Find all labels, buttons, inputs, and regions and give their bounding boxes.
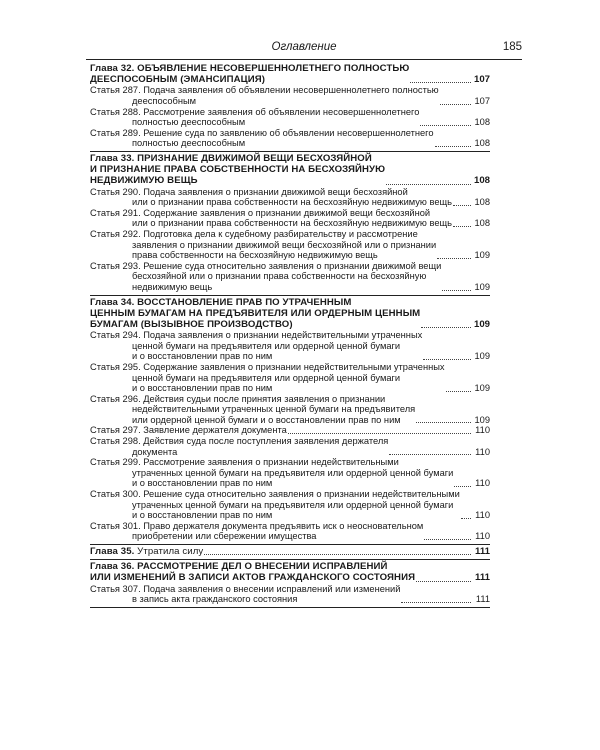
article-entry <box>90 457 490 489</box>
article-entry <box>90 362 490 394</box>
chapter-heading-text <box>90 546 203 557</box>
chapter-heading-page: 109 <box>473 318 490 330</box>
article-entry-page: 110 <box>475 478 490 489</box>
article-entry-line: и о восстановлении прав по ним <box>132 478 273 489</box>
article-entry-line: Статья 296. Действия судьи после принятия заявления о признании <box>90 393 386 404</box>
article-entry <box>90 128 490 149</box>
dot-leader <box>453 226 471 227</box>
dot-leader <box>446 391 471 392</box>
running-header <box>86 41 522 59</box>
article-entry-line: Статья 290. Подача заявления о признании движимой вещи бесхозяйной <box>90 186 408 197</box>
article-entry-page: 108 <box>474 138 490 149</box>
article-entry-text <box>90 436 388 457</box>
chapter-heading-line: БУМАГАМ (ВЫЗЫВНОЕ ПРОИЗВОДСТВО) <box>90 318 293 330</box>
article-entry-line: утраченных ценной бумаги на предъявителя или ордерной ценной бумаги <box>132 467 454 478</box>
chapter-heading-line: Глава 36. РАССМОТРЕНИЕ ДЕЛ О ВНЕСЕНИИ ИСПРАВЛЕНИЙ <box>90 561 388 573</box>
dot-leader <box>461 518 471 519</box>
article-entry-text <box>90 584 400 605</box>
dot-leader <box>420 125 471 126</box>
dot-leader <box>440 104 471 105</box>
chapter-block <box>90 560 490 608</box>
chapter-heading-line: Глава 34. ВОССТАНОВЛЕНИЕ ПРАВ ПО УТРАЧЕННЫМ <box>90 296 352 308</box>
dot-leader <box>437 258 471 259</box>
article-entry-line: Статья 288. Рассмотрение заявления об объявлении несовершеннолетнего <box>90 106 420 117</box>
article-entry-line: Статья 291. Содержание заявления о признании движимой вещи бесхозяйной <box>90 207 431 218</box>
chapter-heading-text <box>90 153 385 187</box>
chapter-heading-line: ЦЕННЫМ БУМАГАМ НА ПРЕДЪЯВИТЕЛЯ ИЛИ ОРДЕРНЫМ ЦЕННЫМ <box>90 307 421 319</box>
article-entry-page: 108 <box>474 197 490 208</box>
article-entry-line: права собственности на бесхозяйную недвижимую вещь <box>132 250 378 261</box>
article-entry-page: 110 <box>475 446 490 457</box>
article-entry-line: в запись акта гражданского состояния <box>132 594 298 605</box>
article-entry-line: приобретении или сбережении имущества <box>132 531 317 542</box>
article-entry-line: Статья 300. Решение суда относительно заявления о признании недействительными <box>90 489 460 500</box>
article-entry-line: Статья 301. Право держателя документа предъявить иск о неосновательном <box>90 520 424 531</box>
article-entry-line: утраченных ценной бумаги на предъявителя или ордерной ценной бумаги <box>132 499 454 510</box>
dot-leader <box>416 581 471 582</box>
article-entry <box>90 584 490 605</box>
article-entry-line: и о восстановлении прав по ним <box>132 510 273 521</box>
article-entry-line: полностью дееспособным <box>132 117 246 128</box>
dot-leader <box>401 602 471 603</box>
article-entry <box>90 425 490 436</box>
article-entry-text <box>90 489 460 521</box>
article-entry-page: 111 <box>475 594 490 605</box>
chapter-heading-page: 111 <box>475 546 490 557</box>
article-entry-line: Статья 298. Действия суда после поступления заявления держателя <box>90 436 389 447</box>
article-entry-text <box>90 85 439 106</box>
dot-leader <box>424 539 471 540</box>
article-entry-text <box>90 107 419 128</box>
chapter-heading-line: Глава 32. ОБЪЯВЛЕНИЕ НЕСОВЕРШЕННОЛЕТНЕГО ПОЛНОСТЬЮ <box>90 63 410 74</box>
chapter-heading-line: ДЕЕСПОСОБНЫМ (ЭМАНСИПАЦИЯ) <box>90 74 266 86</box>
article-entry <box>90 229 490 261</box>
chapter-heading <box>90 63 490 85</box>
chapter-heading-line: Глава 35. Утратила силу <box>90 546 204 557</box>
article-entry-page: 110 <box>475 425 490 436</box>
article-entry-text <box>90 208 452 229</box>
article-entry-line: недвижимую вещь <box>132 281 213 292</box>
article-entry-page: 108 <box>474 218 490 229</box>
article-entry-text <box>90 261 441 293</box>
chapter-heading-page: 111 <box>475 572 490 584</box>
article-entry-line: Статья 293. Решение суда относительно заявления о признании движимой вещи <box>90 260 442 271</box>
article-entry-line: Статья 292. Подготовка дела к судебному разбирательству и рассмотрение <box>90 228 418 239</box>
dot-leader <box>423 359 471 360</box>
chapter-heading-text <box>90 561 415 583</box>
article-entry <box>90 208 490 229</box>
article-entry-text <box>90 394 415 426</box>
article-entry-line: и о восстановлении прав по ним <box>132 383 273 394</box>
dot-leader <box>453 205 471 206</box>
article-entry-line: Статья 307. Подача заявления о внесении исправлений или изменений <box>90 583 401 594</box>
article-entry-text <box>90 362 445 394</box>
article-entry-text <box>90 425 287 436</box>
dot-leader <box>386 184 471 185</box>
article-entry-text <box>90 128 434 149</box>
article-entry <box>90 330 490 362</box>
article-entry-text <box>90 457 453 489</box>
chapter-heading <box>90 561 490 583</box>
article-entry-line: или о признании права собственности на бесхозяйную недвижимую вещь <box>132 197 452 208</box>
article-entry-line: бесхозяйной или о признании права собственности на бесхозяйную <box>132 271 427 282</box>
table-of-contents <box>90 62 490 608</box>
chapter-heading-line: И ПРИЗНАНИЕ ПРАВА СОБСТВЕННОСТИ НА БЕСХОЗЯЙНУЮ <box>90 164 386 176</box>
chapter-block <box>90 152 490 296</box>
article-entry-page: 109 <box>474 351 490 362</box>
article-entry-line: Статья 294. Подача заявления о признании недействительными утраченных <box>90 330 423 341</box>
article-entry-line: и о восстановлении прав по ним <box>132 351 273 362</box>
article-entry-page: 110 <box>475 510 490 521</box>
article-entry-line: Статья 295. Содержание заявления о признании недействительными утраченных <box>90 361 445 372</box>
article-entry-line: или о признании права собственности на бесхозяйную недвижимую вещь <box>132 218 452 229</box>
header-rule <box>86 59 522 60</box>
article-entry-line: Статья 297. Заявление держателя документа <box>90 425 287 436</box>
article-entry <box>90 521 490 542</box>
article-entry <box>90 85 490 106</box>
article-entry <box>90 436 490 457</box>
dot-leader <box>454 486 471 487</box>
article-entry-page: 110 <box>475 531 490 542</box>
article-entry-page: 109 <box>474 414 490 425</box>
chapter-heading <box>90 153 490 187</box>
chapter-heading-text <box>90 297 420 331</box>
chapter-heading-page: 108 <box>473 175 490 187</box>
page-number: 185 <box>502 41 522 53</box>
chapter-heading-line: Глава 33. ПРИЗНАНИЕ ДВИЖИМОЙ ВЕЩИ БЕСХОЗЯЙНОЙ <box>90 152 372 164</box>
dot-leader <box>410 82 471 83</box>
chapter-block <box>90 296 490 545</box>
chapter-block <box>90 62 490 152</box>
article-entry-page: 108 <box>474 117 490 128</box>
article-entry-text <box>90 229 436 261</box>
article-entry-page: 109 <box>474 250 490 261</box>
chapter-heading-text <box>90 63 409 85</box>
article-entry-line: полностью дееспособным <box>132 138 246 149</box>
article-entry-line: или ордерной ценной бумаги и о восстановлении прав по ним <box>132 414 401 425</box>
article-entry-line: ценной бумаги на предъявителя или ордерной ценной бумаги <box>132 372 401 383</box>
article-entry-text <box>90 330 422 362</box>
dot-leader <box>389 454 471 455</box>
article-entry-line: заявления о признании движимой вещи бесхозяйной или о признании <box>132 239 437 250</box>
article-entry <box>90 489 490 521</box>
article-entry <box>90 394 490 426</box>
article-entry-page: 107 <box>474 96 490 106</box>
dot-leader <box>288 433 471 434</box>
article-entry <box>90 107 490 128</box>
article-entry-line: дееспособным <box>132 96 197 106</box>
chapter-heading-page: 107 <box>473 74 490 86</box>
chapter-block <box>90 545 490 560</box>
chapter-heading <box>90 297 490 331</box>
article-entry-line: недействительными утраченных ценной бумаги на предъявителя <box>132 404 416 415</box>
article-entry-page: 109 <box>474 383 490 394</box>
article-entry-line: Статья 299. Рассмотрение заявления о признании недействительными <box>90 457 399 468</box>
chapter-heading-line: НЕДВИЖИМУЮ ВЕЩЬ <box>90 175 198 187</box>
article-entry <box>90 261 490 293</box>
article-entry-page: 109 <box>474 281 490 292</box>
chapter-heading <box>90 546 490 557</box>
article-entry <box>90 187 490 208</box>
dot-leader <box>204 554 471 555</box>
article-entry-line: Статья 289. Решение суда по заявлению об объявлении несовершеннолетнего <box>90 127 434 138</box>
article-entry-line: ценной бумаги на предъявителя или ордерной ценной бумаги <box>132 340 401 351</box>
dot-leader <box>421 327 471 328</box>
article-entry-text <box>90 521 423 542</box>
article-entry-text <box>90 187 452 208</box>
dot-leader <box>435 146 471 147</box>
dot-leader <box>442 290 471 291</box>
article-entry-line: документа <box>132 446 178 457</box>
dot-leader <box>416 422 471 423</box>
chapter-heading-line: ИЛИ ИЗМЕНЕНИЙ В ЗАПИСИ АКТОВ ГРАЖДАНСКОГО СОСТОЯНИЯ <box>90 572 416 584</box>
article-entry-line: Статья 287. Подача заявления об объявлении несовершеннолетнего полностью <box>90 85 439 96</box>
running-header-title: Оглавление <box>271 41 337 53</box>
